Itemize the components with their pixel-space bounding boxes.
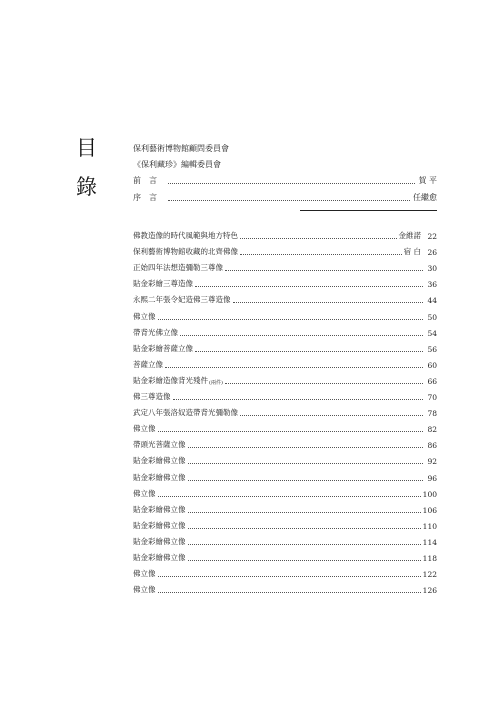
advisory-committee-entry[interactable]: 保利藝術博物館顧問委員會 [133, 144, 229, 153]
dot-leader [158, 575, 421, 577]
toc-entry-page: 82 [427, 425, 437, 435]
toc-entry-author: 宿 白 [403, 247, 421, 257]
foreword-entry[interactable] [133, 175, 437, 186]
dot-leader [165, 366, 423, 368]
toc-entry[interactable] [133, 531, 437, 547]
toc-entry[interactable] [133, 289, 437, 305]
toc-entry-page: 86 [427, 441, 437, 451]
dot-leader [195, 285, 423, 287]
toc-entry-page: 78 [427, 409, 437, 419]
toc-entry[interactable] [133, 354, 437, 370]
dot-leader [188, 543, 421, 545]
toc-entry[interactable] [133, 434, 437, 450]
toc-entry[interactable] [133, 322, 437, 338]
toc-entry-page: 66 [427, 376, 437, 386]
dot-leader [158, 318, 424, 320]
toc-entry-title: 貼金彩繪佛立像 [133, 472, 186, 482]
toc-entry-title: 佛三尊造像 [133, 392, 171, 402]
toc-entry-title: 佛教造像的時代風範與地方特色 [133, 231, 238, 241]
dot-leader [158, 430, 424, 432]
toc-entry-page: 110 [422, 521, 437, 531]
preface-entry[interactable] [133, 192, 437, 203]
toc-entry-page: 30 [427, 264, 437, 274]
dot-leader [240, 237, 397, 239]
dot-leader [168, 182, 415, 184]
foreword-author: 賀 平 [418, 176, 437, 185]
toc-entry-title: 貼金彩繪佛立像 [133, 552, 186, 562]
preface-label: 序言 [133, 193, 165, 202]
toc-entry[interactable] [133, 547, 437, 563]
dot-leader [180, 334, 423, 336]
toc-entry[interactable] [133, 579, 437, 595]
toc-entry[interactable] [133, 305, 437, 321]
toc-entry[interactable] [133, 466, 437, 482]
toc-entry-title: 佛立像 [133, 424, 156, 434]
toc-entry-author: 金維諾 [398, 231, 421, 241]
toc-entry-title: 貼金彩繪三尊造像 [133, 279, 193, 289]
editorial-committee-entry[interactable]: 《保利藏珍》編輯委員會 [133, 160, 221, 169]
toc-entry-title: 貼金彩繪佛立像 [133, 456, 186, 466]
toc-entry[interactable] [133, 499, 437, 515]
toc-entry-page: 22 [427, 232, 437, 242]
toc-entry-page: 54 [427, 328, 437, 338]
toc-entry[interactable] [133, 563, 437, 579]
toc-list [133, 225, 437, 595]
title-char-mu: 目 [76, 136, 97, 160]
dot-leader [195, 350, 423, 352]
toc-entry-page: 70 [427, 393, 437, 403]
toc-entry-page: 100 [422, 489, 437, 499]
toc-entry[interactable] [133, 241, 437, 257]
title-char-lu: 錄 [76, 175, 97, 199]
toc-entry-page: 114 [422, 537, 437, 547]
toc-entry-page: 36 [427, 280, 437, 290]
section-divider [300, 210, 437, 211]
toc-entry[interactable] [133, 225, 437, 241]
dot-leader [188, 446, 424, 448]
foreword-label: 前言 [133, 176, 165, 185]
dot-leader [233, 301, 424, 303]
dot-leader [188, 479, 424, 481]
toc-entry[interactable] [133, 515, 437, 531]
toc-entry[interactable] [133, 273, 437, 289]
dot-leader [188, 462, 424, 464]
dot-leader [225, 382, 423, 384]
toc-entry-page: 92 [427, 457, 437, 467]
toc-entry-title: 貼金彩繪佛立像 [133, 504, 186, 514]
toc-entry-title: 永熙二年張令妃造佛三尊造像 [133, 295, 231, 305]
toc-entry[interactable] [133, 338, 437, 354]
dot-leader [158, 495, 421, 497]
toc-entry[interactable] [133, 386, 437, 402]
toc-entry-page: 118 [422, 553, 437, 563]
toc-entry-title: 保利藝術博物館收藏的北齊佛像 [133, 247, 238, 257]
toc-entry-page: 44 [427, 296, 437, 306]
toc-entry-title: 帶頭光菩薩立像 [133, 440, 186, 450]
toc-entry-title: 貼金彩繪菩薩立像 [133, 343, 193, 353]
toc-entry-page: 26 [427, 248, 437, 258]
dot-leader [168, 199, 410, 201]
toc-entry-page: 96 [427, 473, 437, 483]
dot-leader [188, 559, 421, 561]
dot-leader [240, 253, 402, 255]
toc-entry-title: 貼金彩繪造像背光殘件 [133, 375, 208, 385]
toc-entry-page: 122 [422, 570, 437, 580]
toc-entry-title: 佛立像 [133, 569, 156, 579]
toc-entry-page: 56 [427, 344, 437, 354]
toc-entry-title: 武定八年張洛奴造帶背光彌勒像 [133, 408, 238, 418]
toc-entry[interactable] [133, 370, 437, 386]
toc-entry-title: 菩薩立像 [133, 359, 163, 369]
preface-author: 任繼愈 [413, 193, 437, 202]
toc-entry-page: 106 [422, 505, 437, 515]
toc-entry-note: (兩件) [209, 379, 223, 386]
toc-entry-title: 貼金彩繪佛立像 [133, 520, 186, 530]
toc-entry[interactable] [133, 450, 437, 466]
toc-entry-title: 佛立像 [133, 488, 156, 498]
toc-entry-page: 126 [422, 586, 437, 596]
toc-entry-page: 60 [427, 360, 437, 370]
dot-leader [173, 398, 424, 400]
toc-entry[interactable] [133, 483, 437, 499]
toc-entry-page: 50 [427, 312, 437, 322]
toc-entry[interactable] [133, 402, 437, 418]
toc-entry[interactable] [133, 257, 437, 273]
toc-entry-title: 佛立像 [133, 311, 156, 321]
dot-leader [225, 269, 423, 271]
toc-entry-title: 正始四年法想造彌勒三尊像 [133, 263, 223, 273]
toc-entry[interactable] [133, 418, 437, 434]
dot-leader [188, 511, 421, 513]
dot-leader [188, 527, 421, 529]
dot-leader [158, 591, 421, 593]
toc-entry-title: 帶背光佛立像 [133, 327, 178, 337]
toc-entry-title: 貼金彩繪佛立像 [133, 536, 186, 546]
dot-leader [240, 414, 423, 416]
toc-entry-title: 佛立像 [133, 585, 156, 595]
